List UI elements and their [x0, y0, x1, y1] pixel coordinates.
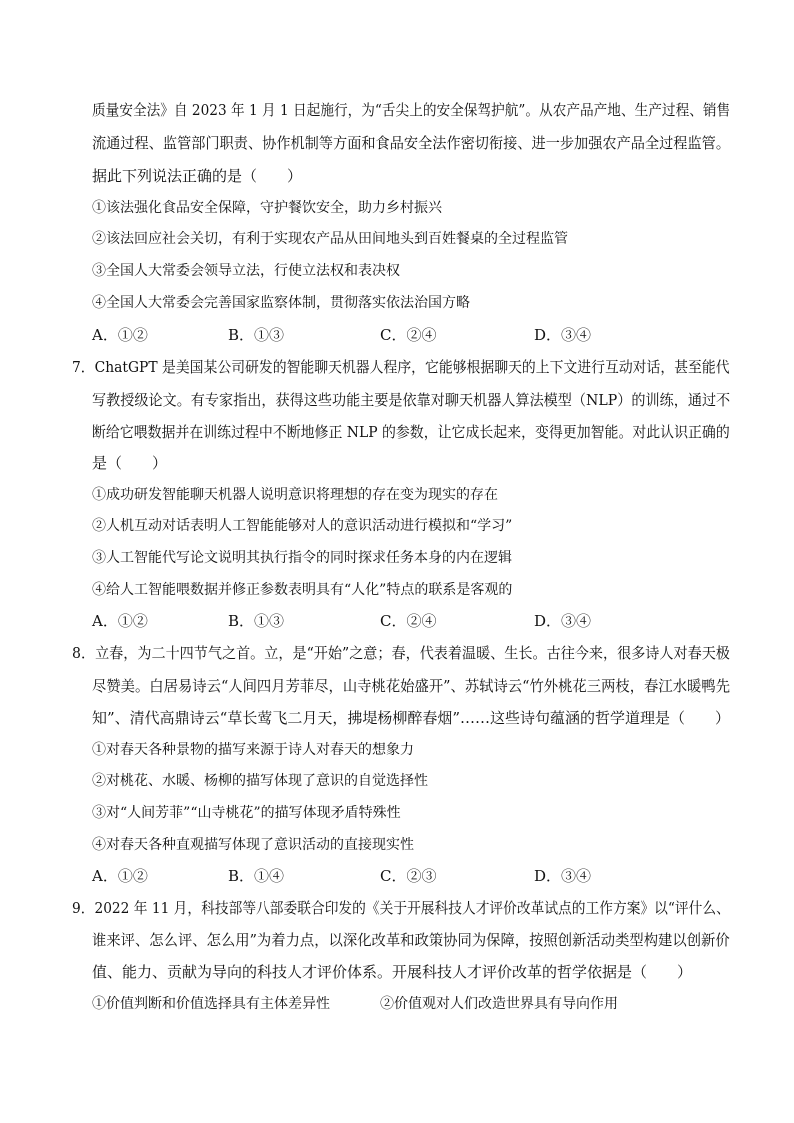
q6-stem-line-1: 质量安全法》自 2023 年 1 月 1 日起施行，为“舌尖上的安全保驾护航”。从农产品产地、生产过程、销售	[92, 101, 731, 119]
q7-stem-line-1: 7．ChatGPT 是美国某公司研发的智能聊天机器人程序，它能够根据聊天的上下文进行互动对话，甚至能代	[72, 358, 730, 376]
q6-stem-line-3: 据此下列说法正确的是（ ）	[92, 167, 303, 185]
q6-option-2: ②该法回应社会关切，有利于实现农产品从田间地头到百姓餐桌的全过程监管	[92, 231, 568, 247]
q9-stem-line-2: 谁来评、怎么评、怎么用”为着力点，以深化改革和政策协同为保障，按照创新活动类型构建以创新价	[92, 931, 730, 949]
q6-choice-a: A．①②	[92, 326, 148, 344]
q8-choice-c: C．②③	[380, 867, 437, 885]
q8-choice-b: B．①④	[228, 867, 285, 885]
q7-stem-line-3: 断给它喂数据并在训练过程中不断地修正 NLP 的参数，让它成长起来，变得更加智能。对此认识正确的	[92, 423, 730, 441]
q7-stem-line-4: 是（ ）	[92, 454, 168, 472]
q9-option-2: ②价值观对人们改造世界具有导向作用	[380, 996, 618, 1012]
q9-stem-line-3: 值、能力、贡献为导向的科技人才评价体系。开展科技人才评价改革的哲学依据是（ ）	[92, 963, 693, 981]
q8-option-4: ④对春天各种直观描写体现了意识活动的直接现实性	[92, 837, 414, 853]
q6-option-1: ①该法强化食品安全保障，守护餐饮安全，助力乡村振兴	[92, 200, 442, 216]
q8-option-3: ③对“人间芳菲”“山寺桃花”的描写体现矛盾特殊性	[92, 805, 401, 821]
q7-stem-line-2: 写教授级论文。有专家指出，获得这些功能主要是依靠对聊天机器人算法模型（NLP）的训练，通过不	[92, 391, 731, 409]
q7-option-2: ②人机互动对话表明人工智能能够对人的意识活动进行模拟和“学习”	[92, 518, 513, 534]
q9-option-1: ①价值判断和价值选择具有主体差异性	[92, 996, 330, 1012]
q7-choice-c: C．②④	[380, 612, 437, 630]
q8-option-1: ①对春天各种景物的描写来源于诗人对春天的想象力	[92, 742, 414, 758]
q8-stem-line-1: 8．立春，为二十四节气之首。立，是“开始”之意；春，代表着温暖、生长。古往今来，很多诗人对春天极	[72, 644, 730, 662]
q8-choice-a: A．①②	[92, 867, 148, 885]
q7-choice-a: A．①②	[92, 612, 148, 630]
q6-choice-b: B．①③	[228, 326, 285, 344]
q7-option-3: ③人工智能代写论文说明其执行指令的同时探求任务本身的内在逻辑	[92, 550, 512, 566]
q6-option-3: ③全国人大常委会领导立法，行使立法权和表决权	[92, 263, 400, 279]
q8-stem-line-2: 尽赞美。白居易诗云“人间四月芳菲尽，山寺桃花始盛开”、苏轼诗云“竹外桃花三两枝，春江水暖鸭先	[92, 677, 731, 695]
q8-choice-d: D．③④	[534, 867, 592, 885]
q6-choice-c: C．②④	[380, 326, 437, 344]
q8-stem-line-3: 知”、清代高鼎诗云“草长莺飞二月天，拂堤杨柳醉春烟”……这些诗句蕴涵的哲学道理是（ ）	[92, 709, 731, 727]
q7-option-4: ④给人工智能喂数据并修正参数表明具有“人化”特点的联系是客观的	[92, 582, 513, 598]
q9-stem-line-1: 9．2022 年 11 月，科技部等八部委联合印发的《关于开展科技人才评价改革试点的工作方案》以“评什么、	[72, 899, 730, 917]
q7-choice-b: B．①③	[228, 612, 285, 630]
q6-stem-line-2: 流通过程、监管部门职责、协作机制等方面和食品安全法作密切衔接、进一步加强农产品全过程监管。	[92, 134, 731, 152]
q7-option-1: ①成功研发智能聊天机器人说明意识将理想的存在变为现实的存在	[92, 487, 498, 503]
q7-choice-d: D．③④	[534, 612, 592, 630]
q6-option-4: ④全国人大常委会完善国家监察体制，贯彻落实依法治国方略	[92, 295, 470, 311]
q8-option-2: ②对桃花、水暖、杨柳的描写体现了意识的自觉选择性	[92, 773, 428, 789]
q6-choice-d: D．③④	[534, 326, 592, 344]
